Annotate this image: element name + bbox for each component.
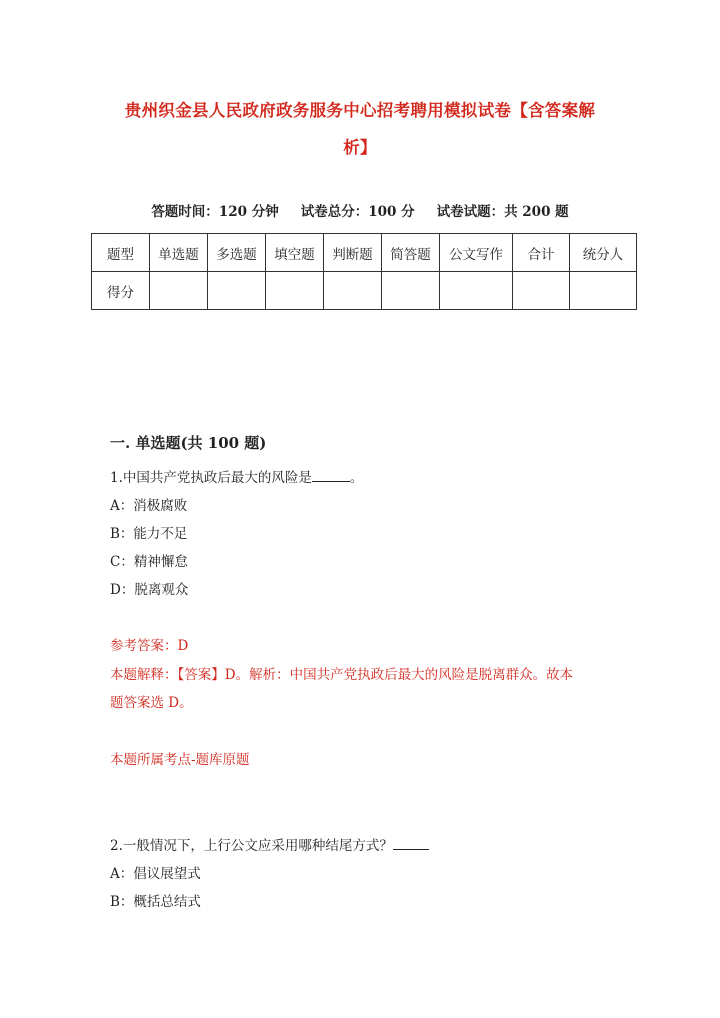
table-header-cell: 合计 — [513, 234, 570, 272]
exam-title-line-2: 析】 — [343, 138, 377, 157]
score-cell — [324, 272, 382, 310]
table-header-cell: 填空题 — [266, 234, 324, 272]
exam-question-count: 试卷试题：共 200 题 — [436, 204, 569, 220]
question-2-stem — [110, 834, 429, 854]
score-table-score-row — [92, 272, 637, 310]
score-table — [91, 233, 637, 310]
question-2-option-a: A：倡议展望式 — [110, 866, 201, 882]
score-cell — [440, 272, 513, 310]
exam-title-line-1: 贵州织金县人民政府政务服务中心招考聘用模拟试卷【含答案解 — [124, 101, 596, 120]
score-cell — [513, 272, 570, 310]
answer-blank — [312, 469, 350, 482]
question-1-explanation-line-2: 题答案选 D。 — [110, 695, 193, 711]
table-header-cell: 单选题 — [150, 234, 208, 272]
score-cell — [382, 272, 440, 310]
score-cell — [570, 272, 637, 310]
table-header-cell: 多选题 — [208, 234, 266, 272]
question-1-option-c: C：精神懈怠 — [110, 554, 188, 570]
table-row-label: 得分 — [92, 272, 150, 310]
question-1-stem-end: 。 — [349, 470, 364, 486]
table-header-cell: 公文写作 — [440, 234, 513, 272]
question-1-topic: 本题所属考点-题库原题 — [110, 752, 250, 768]
exam-time: 答题时间：120 分钟 — [151, 204, 279, 220]
section-heading: 一. 单选题(共 100 题) — [110, 434, 267, 452]
score-cell — [266, 272, 324, 310]
score-cell — [208, 272, 266, 310]
question-1-answer: 参考答案：D — [110, 638, 189, 654]
question-1-option-a: A：消极腐败 — [110, 498, 188, 514]
table-header-cell: 统分人 — [570, 234, 637, 272]
score-table-header-row — [92, 234, 637, 272]
question-1-option-b: B：能力不足 — [110, 526, 188, 542]
question-1-option-d: D：脱离观众 — [110, 582, 189, 598]
question-1-stem — [110, 466, 363, 486]
question-2-stem-text: 2.一般情况下，上行公文应采用哪种结尾方式？ — [110, 838, 393, 854]
table-header-cell: 题型 — [92, 234, 150, 272]
exam-total-score: 试卷总分：100 分 — [300, 204, 415, 220]
table-header-cell: 判断题 — [324, 234, 382, 272]
question-1-stem-text: 1.中国共产党执政后最大的风险是 — [110, 470, 312, 486]
exam-info — [0, 200, 720, 220]
question-1-explanation-line-1: 本题解释：【答案】D。解析：中国共产党执政后最大的风险是脱离群众。故本 — [110, 667, 574, 683]
table-header-cell: 简答题 — [382, 234, 440, 272]
question-2-option-b: B：概括总结式 — [110, 894, 201, 910]
answer-blank — [393, 837, 429, 850]
score-cell — [150, 272, 208, 310]
